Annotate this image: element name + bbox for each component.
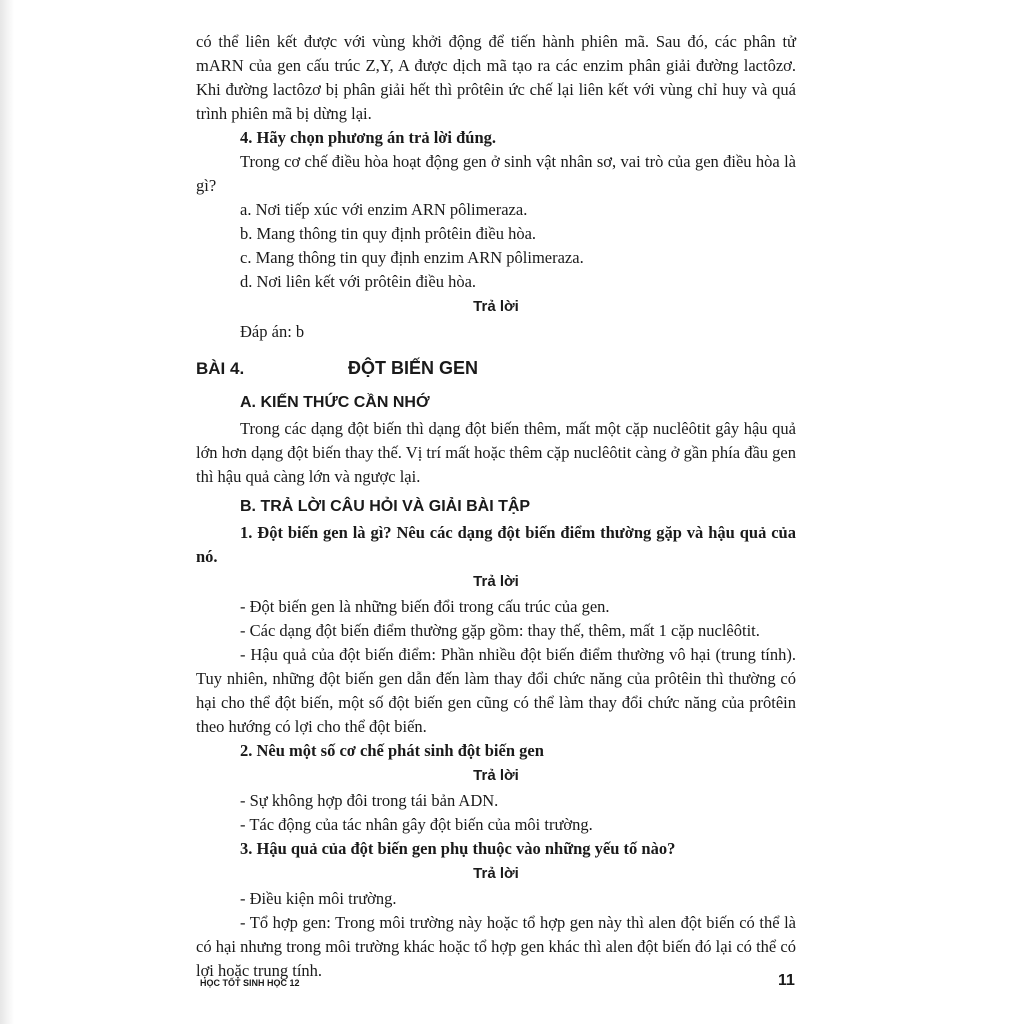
lesson-title: ĐỘT BIẾN GEN (348, 358, 479, 378)
answer-heading: Trả lời (473, 865, 519, 882)
question-3-title: 3. Hậu quả của đột biến gen phụ thuộc vào những yếu tố nào? (240, 839, 676, 858)
question-4-title: 4. Hãy chọn phương án trả lời đúng. (240, 128, 497, 147)
answer-heading: Trả lời (473, 767, 519, 784)
lesson-heading (196, 356, 796, 381)
q3-answer-line: - Tổ hợp gen: Trong môi trường này hoặc tổ hợp gen này thì alen đột biến có thể là có hại nhưng trong môi trường khác hoặc tổ hợp gen khác thì alen đột biến đó lại có thể có lợi hoặc trung tính. (196, 913, 796, 980)
q2-answer-line: - Sự không hợp đôi trong tái bản ADN. (240, 791, 499, 810)
continued-paragraph: có thể liên kết được với vùng khởi động để tiến hành phiên mã. Sau đó, các phân tử mARN của gen cấu trúc Z,Y, A được dịch mã tạo ra các enzim phân giải đường lactôzơ. Khi đường lactôzơ bị phân giải hết thì prôtêin ức chế lại liên kết với vùng chỉ huy và quá trình phiên mã bị dừng lại. (196, 32, 796, 123)
q3-answer-line: - Điều kiện môi trường. (240, 889, 397, 908)
page-content (196, 30, 796, 983)
question-2-title: 2. Nêu một số cơ chế phát sinh đột biến gen (240, 741, 544, 760)
lesson-number: BÀI 4. (196, 359, 245, 378)
q1-answer-line: - Các dạng đột biến điểm thường gặp gồm: thay thế, thêm, mất 1 cặp nuclêôtit. (240, 621, 760, 640)
answer-heading: Trả lời (473, 298, 519, 315)
q1-answer-line: - Đột biến gen là những biến đổi trong cấu trúc của gen. (240, 597, 610, 616)
option-a: a. Nơi tiếp xúc với enzim ARN pôlimeraza. (240, 200, 528, 219)
q2-answer-line: - Tác động của tác nhân gây đột biến của môi trường. (240, 815, 593, 834)
question-1-title: 1. Đột biến gen là gì? Nêu các dạng đột biến điểm thường gặp và hậu quả của nó. (196, 523, 796, 566)
q1-answer-line: - Hậu quả của đột biến điểm: Phần nhiều đột biến điểm thường vô hại (trung tính). Tuy nhiên, những đột biến gen dẫn đến làm thay đổi chức năng của prôtêin thì thường có hại cho thể đột biến, một số đột biến gen cũng có thể làm thay đổi chức năng của prôtêin theo hướng có lợi cho thể đột biến. (196, 645, 796, 736)
section-b-heading: B. TRẢ LỜI CÂU HỎI VÀ GIẢI BÀI TẬP (240, 498, 531, 515)
option-d: d. Nơi liên kết với prôtêin điều hòa. (240, 272, 477, 291)
question-4-text: Trong cơ chế điều hòa hoạt động gen ở sinh vật nhân sơ, vai trò của gen điều hòa là gì? (196, 152, 796, 195)
answer-heading: Trả lời (473, 573, 519, 590)
section-a-heading: A. KIẾN THỨC CẦN NHỚ (240, 394, 430, 411)
answer-text: Đáp án: b (240, 322, 305, 341)
page-edge-shadow (0, 0, 14, 1024)
page-number: 11 (778, 972, 795, 989)
option-b: b. Mang thông tin quy định prôtêin điều hòa. (240, 224, 537, 243)
option-c: c. Mang thông tin quy định enzim ARN pôlimeraza. (240, 248, 584, 267)
section-a-text: Trong các dạng đột biến thì dạng đột biến thêm, mất một cặp nuclêôtit gây hậu quả lớn hơn dạng đột biến thay thế. Vị trí mất hoặc thêm cặp nuclêôtit càng ở gần phía đầu gen thì hậu quả càng lớn và ngược lại. (196, 419, 796, 486)
footer-book-title: HỌC TỐT SINH HỌC 12 (200, 978, 300, 988)
